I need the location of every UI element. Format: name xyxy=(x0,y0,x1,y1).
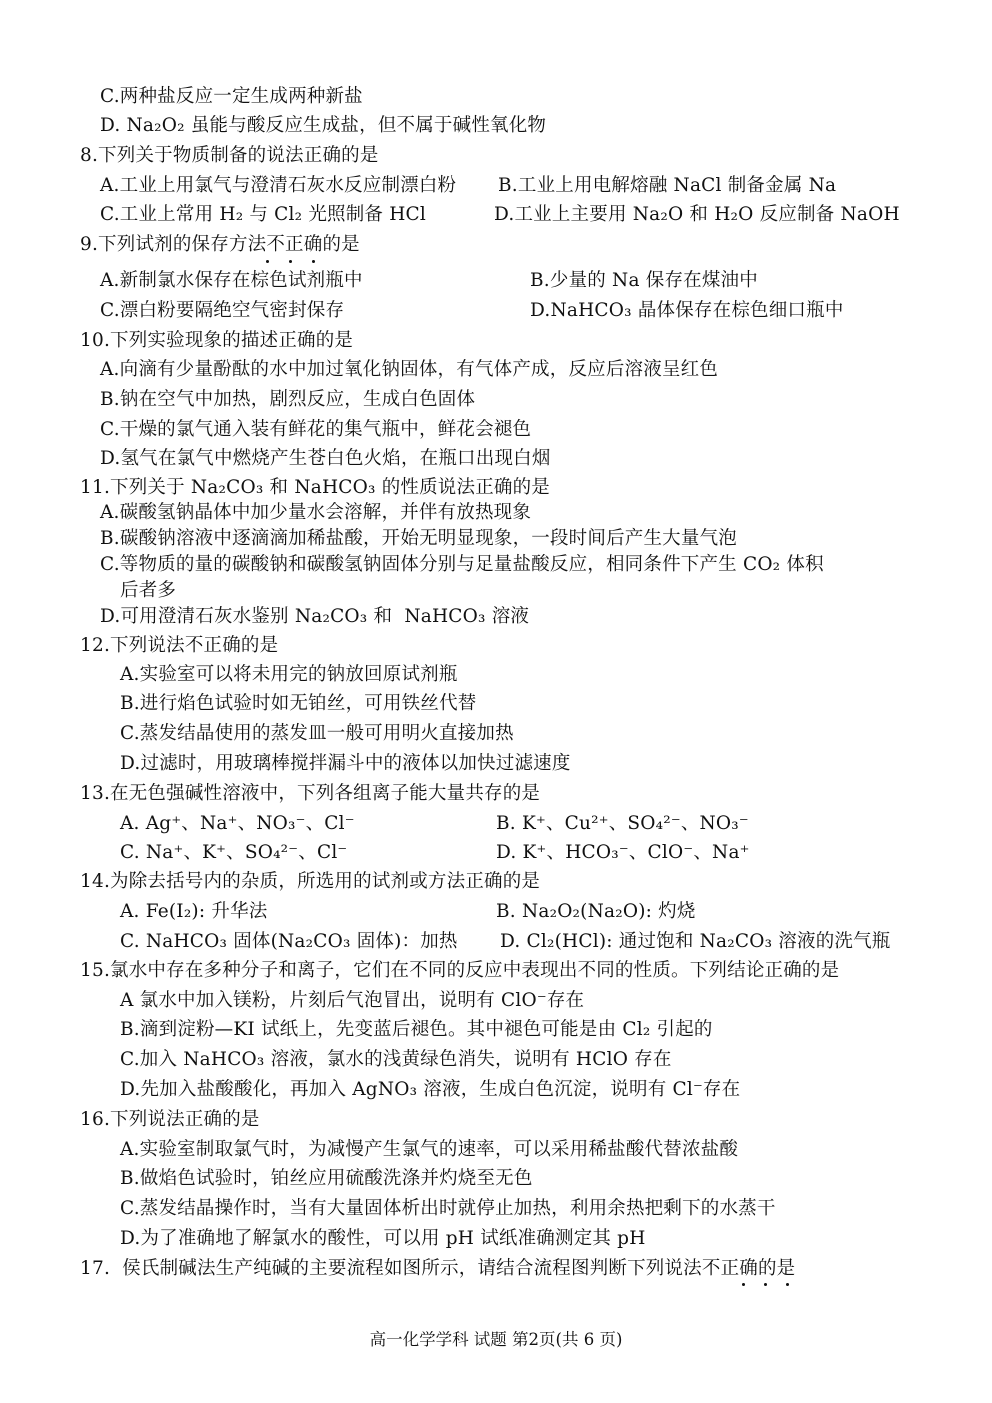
option-12d: D.过滤时，用玻璃棒搅拌漏斗中的液体以加快过滤速度 xyxy=(120,753,571,774)
option-7c: C.两种盐反应一定生成两种新盐 xyxy=(100,86,363,107)
option-10c: C.干燥的氯气通入装有鲜花的集气瓶中，鲜花会褪色 xyxy=(100,419,532,440)
option-14d: D. Cl₂(HCl): 通过饱和 Na₂CO₃ 溶液的洗气瓶 xyxy=(500,931,891,952)
page-footer: 高一化学学科 试题 第2页(共 6 页) xyxy=(369,1330,623,1349)
question-15: 15.氯水中存在多种分子和离子，它们在不同的反应中表现出不同的性质。下列结论正确的是 xyxy=(80,960,840,981)
option-11d: D.可用澄清石灰水鉴别 Na₂CO₃ 和 NaHCO₃ 溶液 xyxy=(100,606,530,627)
option-16b: B.做焰色试验时，铂丝应用硫酸洗涤并灼烧至无色 xyxy=(120,1168,533,1189)
option-16d: D.为了准确地了解氯水的酸性，可以用 pH 试纸准确测定其 pH xyxy=(120,1228,646,1249)
option-9d: D.NaHCO₃ 晶体保存在棕色细口瓶中 xyxy=(530,300,844,321)
option-15b: B.滴到淀粉—KI 试纸上，先变蓝后褪色。其中褪色可能是由 Cl₂ 引起的 xyxy=(120,1019,713,1040)
question-13: 13.在无色强碱性溶液中，下列各组离子能大量共存的是 xyxy=(80,783,541,804)
option-14c: C. NaHCO₃ 固体(Na₂CO₃ 固体)：加热 xyxy=(120,931,458,952)
option-8c: C.工业上常用 H₂ 与 Cl₂ 光照制备 HCl xyxy=(100,204,427,225)
option-11b: B.碳酸钠溶液中逐滴滴加稀盐酸，开始无明显现象，一段时间后产生大量气泡 xyxy=(100,528,737,549)
option-13c: C. Na⁺、K⁺、SO₄²⁻、Cl⁻ xyxy=(120,842,348,863)
option-12a: A.实验室可以将未用完的钠放回原试剂瓶 xyxy=(120,664,458,685)
option-15c: C.加入 NaHCO₃ 溶液，氯水的浅黄绿色消失，说明有 HClO 存在 xyxy=(120,1049,672,1070)
question-14: 14.为除去括号内的杂质，所选用的试剂或方法正确的是 xyxy=(80,871,541,892)
option-14a: A. Fe(I₂): 升华法 xyxy=(120,901,268,922)
option-8b: B.工业上用电解熔融 NaCl 制备金属 Na xyxy=(498,175,837,196)
option-11c: C.等物质的量的碳酸钠和碳酸氢钠固体分别与足量盐酸反应，相同条件下产生 CO₂ 体积 xyxy=(100,554,824,575)
question-17: 17. 侯氏制碱法生产纯碱的主要流程如图所示，请结合流程图判断下列说法不正确的是 xyxy=(80,1258,796,1279)
question-16: 16.下列说法正确的是 xyxy=(80,1109,260,1130)
option-13d: D. K⁺、HCO₃⁻、ClO⁻、Na⁺ xyxy=(496,842,750,863)
option-14b: B. Na₂O₂(Na₂O): 灼烧 xyxy=(496,901,696,922)
option-7d: D. Na₂O₂ 虽能与酸反应生成盐，但不属于碱性氧化物 xyxy=(100,115,547,136)
question-10: 10.下列实验现象的描述正确的是 xyxy=(80,330,354,351)
option-13b: B. K⁺、Cu²⁺、SO₄²⁻、NO₃⁻ xyxy=(496,813,749,834)
option-9c: C.漂白粉要隔绝空气密封保存 xyxy=(100,300,345,321)
option-8d: D.工业上主要用 Na₂O 和 H₂O 反应制备 NaOH xyxy=(494,204,900,225)
question-9: 9.下列试剂的保存方法不正确的是 xyxy=(80,234,360,255)
option-16a: A.实验室制取氯气时，为减慢产生氯气的速率，可以采用稀盐酸代替浓盐酸 xyxy=(120,1139,739,1160)
option-10b: B.钠在空气中加热，剧烈反应，生成白色固体 xyxy=(100,389,476,410)
option-10d: D.氢气在氯气中燃烧产生苍白色火焰，在瓶口出现白烟 xyxy=(100,448,551,469)
question-11: 11.下列关于 Na₂CO₃ 和 NaHCO₃ 的性质说法正确的是 xyxy=(80,477,551,498)
option-12c: C.蒸发结晶使用的蒸发皿一般可用明火直接加热 xyxy=(120,723,514,744)
emphasis-dots xyxy=(262,260,332,266)
option-11a: A.碳酸氢钠晶体中加少量水会溶解，并伴有放热现象 xyxy=(100,502,532,523)
emphasis-dots xyxy=(740,1283,800,1289)
option-13a: A. Ag⁺、Na⁺、NO₃⁻、Cl⁻ xyxy=(120,813,355,834)
option-8a: A.工业上用氯气与澄清石灰水反应制漂白粉 xyxy=(100,175,457,196)
option-10a: A.向滴有少量酚酞的水中加过氧化钠固体，有气体产成，反应后溶液呈红色 xyxy=(100,359,719,380)
option-12b: B.进行焰色试验时如无铂丝，可用铁丝代替 xyxy=(120,693,477,714)
option-15a: A 氯水中加入镁粉，片刻后气泡冒出，说明有 ClO⁻存在 xyxy=(120,990,585,1011)
option-15d: D.先加入盐酸酸化，再加入 AgNO₃ 溶液，生成白色沉淀，说明有 Cl⁻存在 xyxy=(120,1079,741,1100)
option-9a: A.新制氯水保存在棕色试剂瓶中 xyxy=(100,270,363,291)
question-8: 8.下列关于物质制备的说法正确的是 xyxy=(80,145,379,166)
option-16c: C.蒸发结晶操作时，当有大量固体析出时就停止加热，利用余热把剩下的水蒸干 xyxy=(120,1198,776,1219)
option-9b: B.少量的 Na 保存在煤油中 xyxy=(530,270,758,291)
option-11c-continued: 后者多 xyxy=(120,580,177,601)
question-12: 12.下列说法不正确的是 xyxy=(80,635,279,656)
